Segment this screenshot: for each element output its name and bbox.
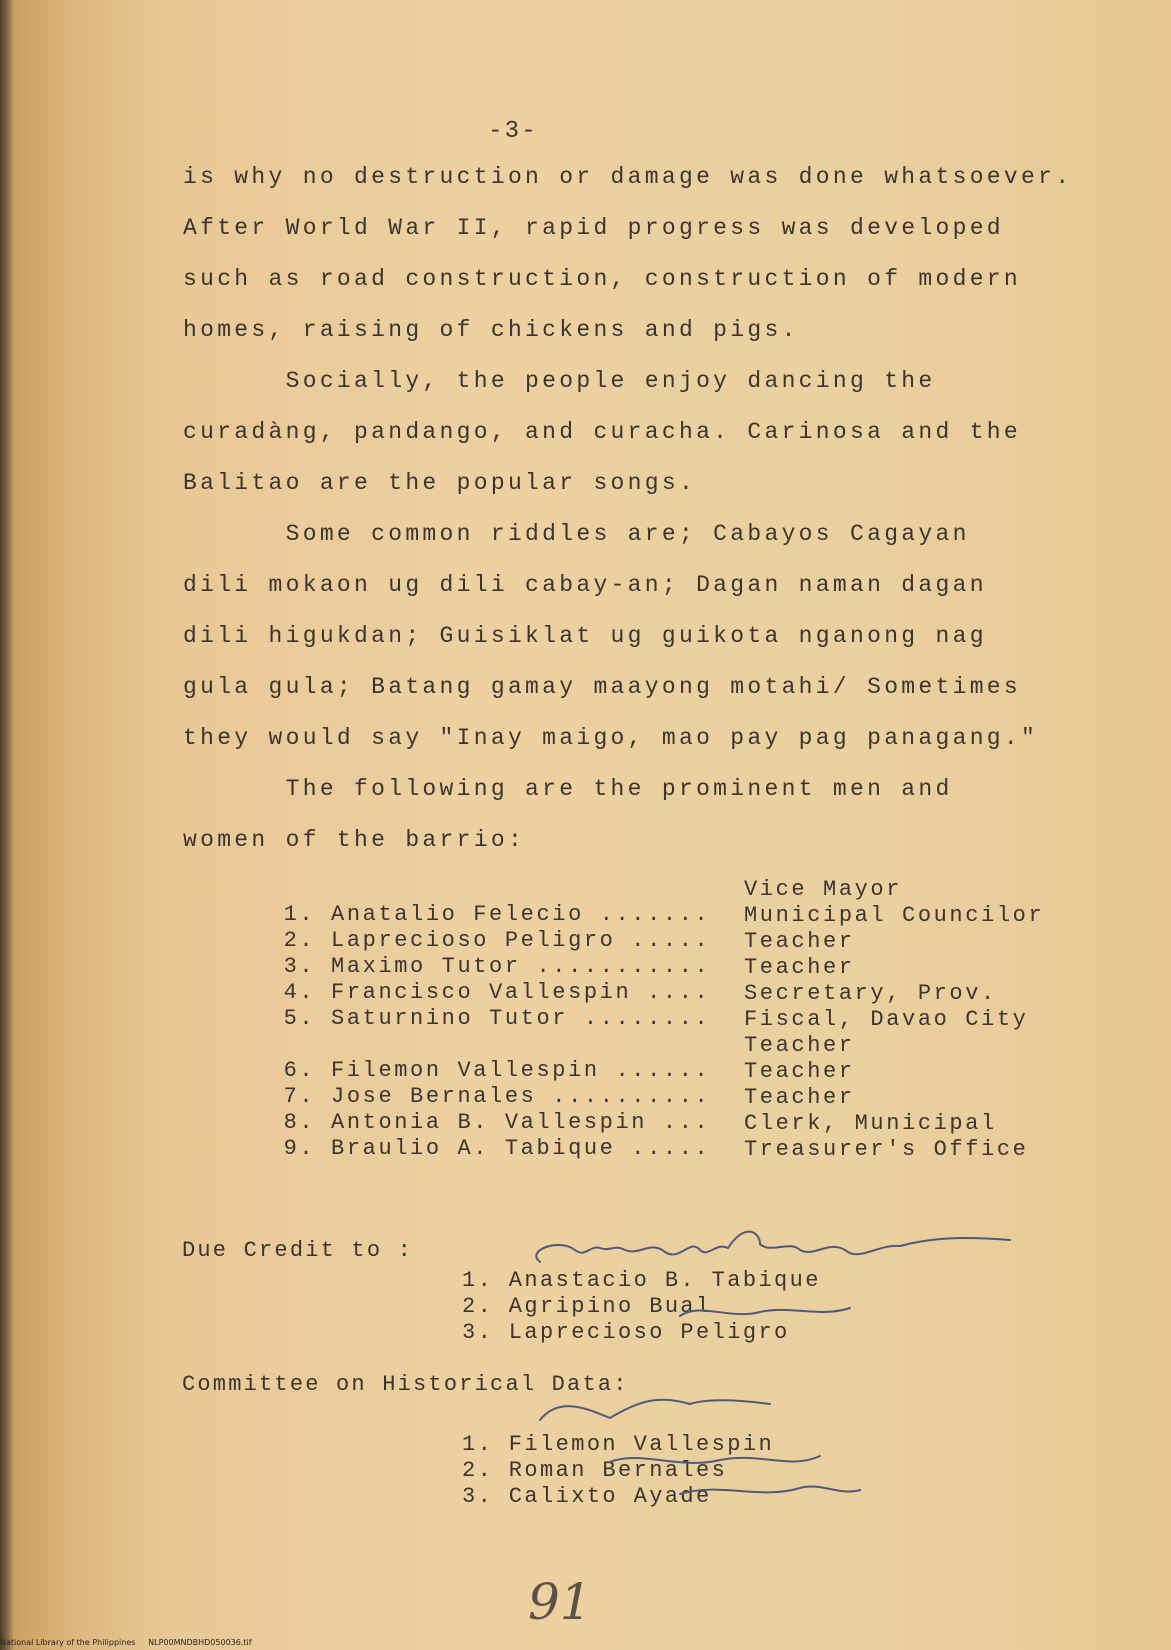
list-item-role: Clerk, Municipal bbox=[744, 1111, 997, 1136]
list-item-role: Teacher bbox=[744, 929, 855, 954]
scan-footer: National Library of the Philippines NLP00MNDBHD050036.tif bbox=[0, 1638, 252, 1647]
handwritten-page-number: 91 bbox=[528, 1573, 592, 1631]
list-item-number: 6. bbox=[283, 1058, 316, 1083]
paragraph-line: dili higukdan; Guisiklat ug guikota nganong nag bbox=[183, 623, 987, 649]
list-item-number: 9. bbox=[283, 1136, 316, 1161]
page-number: -3- bbox=[488, 118, 538, 145]
page-binding-edge bbox=[0, 0, 14, 1650]
list-item-dots: .......... bbox=[552, 1084, 711, 1109]
list-item-name: Francisco Vallespin bbox=[331, 980, 632, 1005]
list-item-name: Saturnino Tutor bbox=[331, 1006, 569, 1031]
committee-name: 3. Calixto Ayade bbox=[462, 1484, 712, 1509]
paragraph-line: Balitao are the popular songs. bbox=[183, 470, 697, 496]
list-item-dots: ........ bbox=[583, 1006, 711, 1031]
paragraph-line: gula gula; Batang gamay maayong motahi/ Sometimes bbox=[183, 674, 1022, 700]
list-item-dots: ... bbox=[662, 1110, 711, 1135]
paragraph-line: curadàng, pandango, and curacha. Carinosa and the bbox=[183, 419, 1022, 445]
paragraph-line: homes, raising of chickens and pigs. bbox=[183, 317, 799, 343]
paragraph-line: is why no destruction or damage was done whatsoever. bbox=[183, 164, 1073, 190]
list-item-role: Secretary, Prov. bbox=[744, 981, 997, 1006]
list-item-role: Vice Mayor bbox=[744, 877, 903, 902]
list-item-name: Laprecioso Peligro bbox=[331, 928, 616, 953]
paragraph-line: Some common riddles are; Cabayos Cagayan bbox=[183, 521, 970, 547]
paragraph-line: After World War II, rapid progress was developed bbox=[183, 215, 1004, 241]
list-item-number: 8. bbox=[283, 1110, 316, 1135]
credit-name: 3. Laprecioso Peligro bbox=[462, 1320, 790, 1345]
list-item-number: 7. bbox=[283, 1084, 316, 1109]
paragraph-line: they would say "Inay maigo, mao pay pag panagang." bbox=[183, 725, 1039, 751]
paragraph-line: Socially, the people enjoy dancing the bbox=[183, 368, 936, 394]
list-item-dots: ........... bbox=[536, 954, 711, 979]
list-item-role-continuation: Fiscal, Davao City bbox=[744, 1007, 1029, 1032]
credit-label: Due Credit to : bbox=[182, 1238, 414, 1263]
list-item-dots: ..... bbox=[631, 1136, 711, 1161]
list-item-number: 3. bbox=[283, 954, 316, 979]
list-item-role: Teacher bbox=[744, 1059, 855, 1084]
list-item-dots: ..... bbox=[631, 928, 711, 953]
list-item-dots: ...... bbox=[615, 1058, 711, 1083]
list-item-number: 5. bbox=[283, 1006, 316, 1031]
list-item-role: Municipal Councilor bbox=[744, 903, 1045, 928]
paragraph-line: dili mokaon ug dili cabay-an; Dagan naman dagan bbox=[183, 572, 987, 598]
credit-name: 1. Anastacio B. Tabique bbox=[462, 1268, 821, 1293]
list-item-role-continuation: Treasurer's Office bbox=[744, 1137, 1029, 1162]
list-item-role: Teacher bbox=[744, 955, 855, 980]
list-item-name: Maximo Tutor bbox=[331, 954, 521, 979]
list-item-name: Anatalio Felecio bbox=[331, 902, 584, 927]
list-item-role: Teacher bbox=[744, 1085, 855, 1110]
committee-label: Committee on Historical Data: bbox=[182, 1372, 629, 1397]
paragraph-line: The following are the prominent men and bbox=[183, 776, 953, 802]
credit-name: 2. Agripino Bual bbox=[462, 1294, 712, 1319]
list-item-name: Jose Bernales bbox=[331, 1084, 537, 1109]
paragraph-line: women of the barrio: bbox=[183, 827, 526, 853]
list-item-number: 2. bbox=[283, 928, 316, 953]
list-item-name: Antonia B. Vallespin bbox=[331, 1110, 648, 1135]
list-item-dots: .... bbox=[647, 980, 711, 1005]
committee-name: 1. Filemon Vallespin bbox=[462, 1432, 775, 1457]
paragraph-line: such as road construction, construction of modern bbox=[183, 266, 1022, 292]
list-item-role: Teacher bbox=[744, 1033, 855, 1058]
list-item-dots: ....... bbox=[599, 902, 711, 927]
list-item-number: 4. bbox=[283, 980, 316, 1005]
committee-name: 2. Roman Bernales bbox=[462, 1458, 728, 1483]
list-item-name: Filemon Vallespin bbox=[331, 1058, 600, 1083]
list-item-name: Braulio A. Tabique bbox=[331, 1136, 616, 1161]
list-item-number: 1. bbox=[283, 902, 316, 927]
